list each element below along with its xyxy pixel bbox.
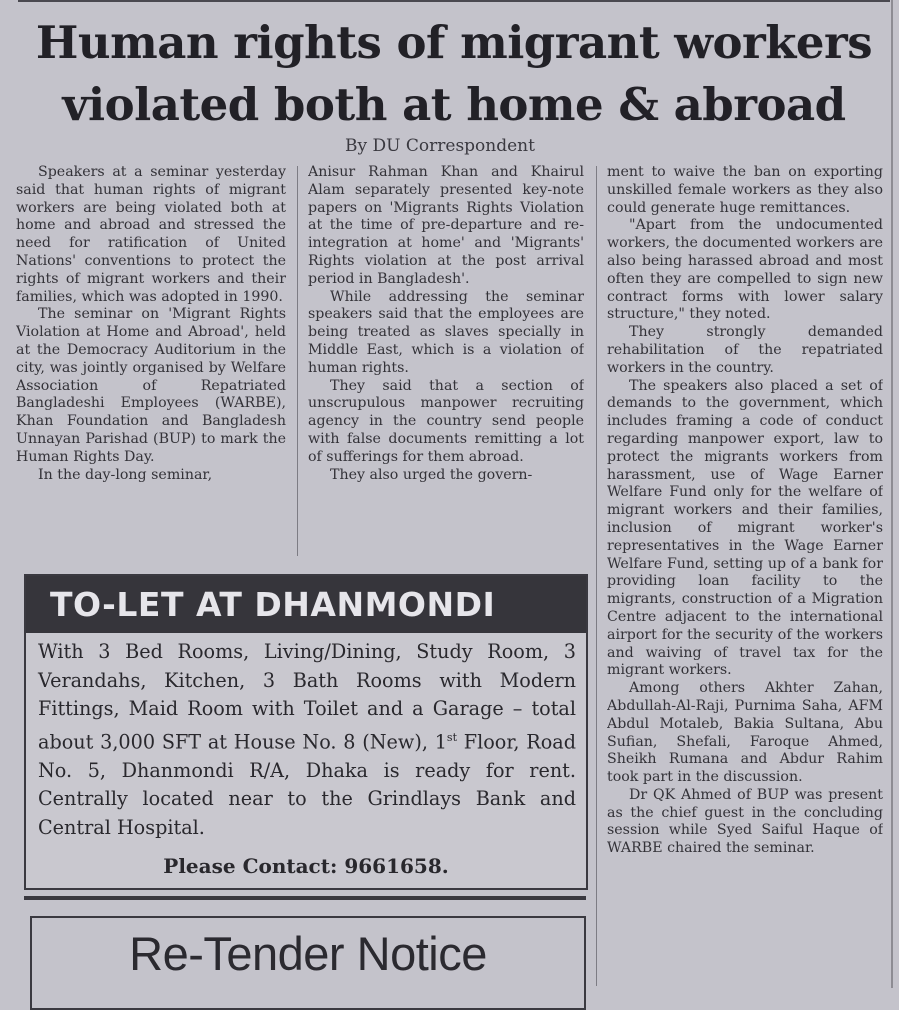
article-column-3 [607, 164, 883, 984]
paragraph: "Apart from the undocumented workers, the documented workers are also being harassed abroad and most often they are compelled to sign new contract forms with lower salary structure," they noted. [607, 217, 883, 323]
page-edge-rule [891, 0, 893, 988]
headline-line-1: Human rights of migrant workers [35, 16, 873, 69]
column-rule [596, 166, 597, 986]
byline: By DU Correspondent [345, 136, 535, 156]
article-column-1 [16, 164, 286, 554]
paragraph: Among others Akhter Zahan, Abdullah-Al-Raji, Purnima Saha, AFM Abdul Motaleb, Bakia Sultana, Abu Sufian, Shefali, Faroque Ahmed, Sheikh Rumana and Abdur Rahim took part in the discussion. [607, 680, 883, 786]
tender-notice-box [30, 916, 586, 1010]
ad-contact: Please Contact: 9661658. [163, 854, 449, 878]
ad-banner: TO-LET AT DHANMONDI [26, 576, 586, 633]
paragraph: ment to waive the ban on exporting unskilled female workers as they also could generate huge remittances. [607, 164, 883, 216]
section-rule [24, 896, 586, 900]
ad-ordinal-suffix: st [446, 730, 457, 744]
headline-line-2: violated both at home & abroad [62, 78, 846, 131]
paragraph: The seminar on 'Migrant Rights Violation at Home and Abroad', held at the Democracy Auditorium in the city, was jointly organised by Welfare Association of Repatriated Bangladeshi Employees (WARBE), Khan Foundation and Bangladesh Unnayan Parishad (BUP) to mark the Human Rights Day. [16, 306, 286, 465]
paragraph: Dr QK Ahmed of BUP was present as the chief guest in the concluding session while Syed Saiful Haque of WARBE chaired the seminar. [607, 786, 883, 857]
paragraph: While addressing the seminar speakers said that the employees are being treated as slaves specially in Middle East, which is a violation of human rights. [308, 288, 584, 376]
paragraph: They said that a section of unscrupulous manpower recruiting agency in the country send people with false documents remitting a lot of sufferings for them abroad. [308, 377, 584, 465]
tender-title: Re-Tender Notice [129, 927, 487, 980]
ad-body-text: With 3 Bed Rooms, Living/Dining, Study Room, 3 Verandahs, Kitchen, 3 Bath Rooms with Modern Fittings, Maid Room with Toilet and a Garage – total about 3,000 SFT at House No. 8 (New), 1 [38, 640, 576, 754]
top-rule [18, 0, 890, 2]
ad-body [38, 638, 576, 843]
ad-body-text-cont: Floor, Road No. 5, Dhanmondi R/A, Dhaka is ready for rent. Centrally located near to the Grindlays Bank and Central Hospital. [38, 730, 576, 839]
paragraph: Speakers at a seminar yesterday said that human rights of migrant workers are being violated both at home and abroad and stressed the need for ratification of United Nations' conventions to protect the rights of migrant workers and their families, which was adopted in 1990. [16, 164, 286, 305]
headline [20, 12, 888, 136]
paragraph: In the day-long seminar, [38, 466, 213, 483]
paragraph: They also urged the govern- [330, 466, 533, 483]
paragraph: The speakers also placed a set of demands to the government, which includes framing a code of conduct regarding manpower export, law to protect the migrants workers from harassment, use of Wage Earner Welfare Fund only for the welfare of migrant workers and their families, inclusion of migrant worker's representatives in the Wage Earner Welfare Fund, setting up of a bank for providing loan facility to the migrants, construction of a Migration Centre adjacent to the international airport for the security of the workers and waiving of travel tax for the migrant workers. [607, 377, 883, 679]
to-let-advertisement [24, 574, 588, 890]
column-rule [297, 166, 298, 556]
paragraph: They strongly demanded rehabilitation of the repatriated workers in the country. [607, 324, 883, 376]
article-column-2 [308, 164, 584, 554]
paragraph: Anisur Rahman Khan and Khairul Alam separately presented key-note papers on 'Migrants Rights Violation at the time of pre-departure and re-integration at home' and 'Migrants' Rights violation at the post arrival period in Bangladesh'. [308, 164, 584, 287]
